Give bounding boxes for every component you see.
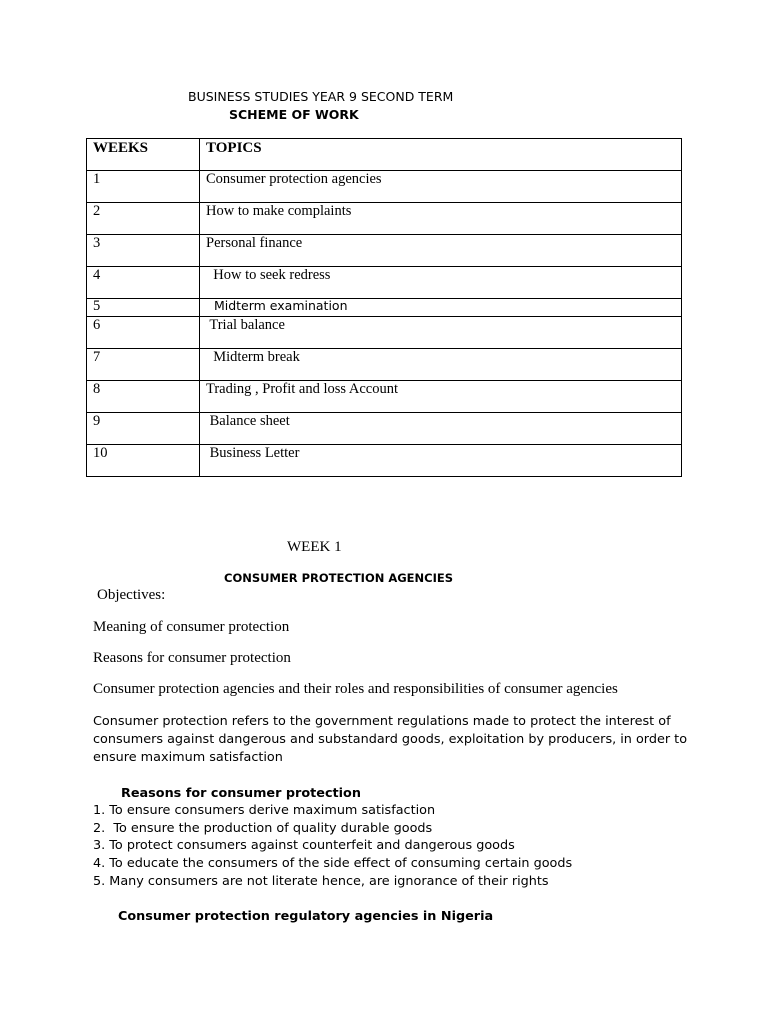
table-row (87, 445, 682, 477)
list-item: 2. To ensure the production of quality durable goods (93, 820, 433, 836)
topic-cell: Midterm examination (200, 299, 682, 317)
document-subtitle: SCHEME OF WORK (229, 107, 359, 122)
week-cell: 8 (87, 381, 200, 413)
objective-item: Reasons for consumer protection (93, 650, 291, 666)
week-cell: 1 (87, 171, 200, 203)
table-row (87, 317, 682, 349)
table-row (87, 299, 682, 317)
objective-item: Meaning of consumer protection (93, 619, 290, 635)
table-row (87, 267, 682, 299)
topic-cell: Business Letter (200, 445, 682, 477)
topic-cell: How to seek redress (200, 267, 682, 299)
column-header-topics: TOPICS (200, 139, 682, 171)
table-row (87, 413, 682, 445)
table-row (87, 349, 682, 381)
topic-cell: Trading , Profit and loss Account (200, 381, 682, 413)
list-item: 4. To educate the consumers of the side effect of consuming certain goods (93, 856, 573, 872)
topic-cell: Personal finance (200, 235, 682, 267)
topic-cell: How to make complaints (200, 203, 682, 235)
table-row (87, 171, 682, 203)
definition-paragraph: Consumer protection refers to the government regulations made to protect the interest of consumers against dangerous and substandard goods, exploitation by producers, in order to ensure maximum satisfaction (93, 714, 688, 765)
topic-cell: Consumer protection agencies (200, 171, 682, 203)
list-item: 3. To protect consumers against counterfeit and dangerous goods (93, 838, 515, 854)
list-item: 1. To ensure consumers derive maximum satisfaction (93, 803, 436, 818)
topic-cell: Midterm break (200, 349, 682, 381)
week-cell: 6 (87, 317, 200, 349)
topic-cell: Trial balance (200, 317, 682, 349)
objectives-label: Objectives: (97, 587, 166, 603)
table-header-row (87, 139, 682, 171)
topic-cell: Balance sheet (200, 413, 682, 445)
week-cell: 9 (87, 413, 200, 445)
week-cell: 10 (87, 445, 200, 477)
table-row (87, 381, 682, 413)
week-cell: 7 (87, 349, 200, 381)
week-cell: 2 (87, 203, 200, 235)
column-header-weeks: WEEKS (87, 139, 200, 171)
reasons-list (93, 802, 572, 891)
table-row (87, 235, 682, 267)
week-heading: WEEK 1 (287, 539, 342, 555)
agencies-heading: Consumer protection regulatory agencies in Nigeria (118, 909, 494, 924)
week-cell: 4 (87, 267, 200, 299)
week-cell: 3 (87, 235, 200, 267)
section-heading: CONSUMER PROTECTION AGENCIES (224, 571, 454, 585)
document-title: BUSINESS STUDIES YEAR 9 SECOND TERM (188, 89, 454, 104)
scheme-of-work-table (86, 138, 682, 477)
table-row (87, 203, 682, 235)
list-item: 5. Many consumers are not literate hence, are ignorance of their rights (93, 873, 549, 889)
reasons-heading: Reasons for consumer protection (121, 786, 361, 801)
objective-item: Consumer protection agencies and their roles and responsibilities of consumer agencies (93, 681, 618, 697)
week-cell: 5 (87, 299, 200, 317)
